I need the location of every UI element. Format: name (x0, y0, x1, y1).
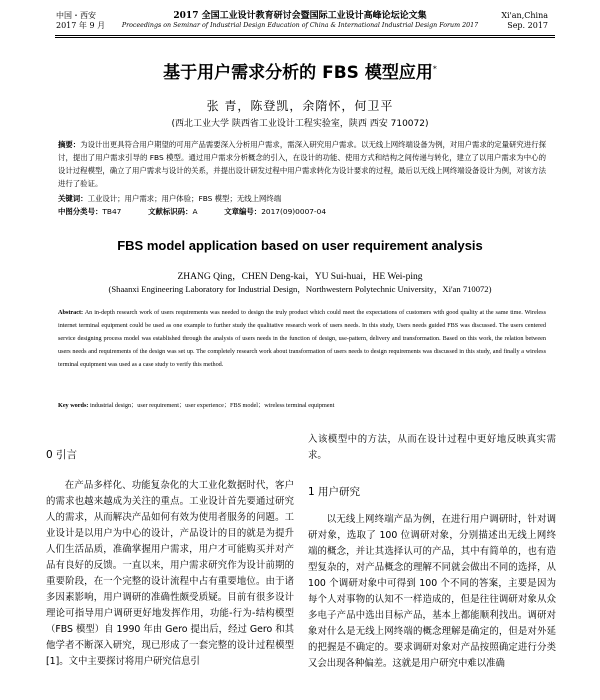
header-rule-bottom (55, 37, 555, 38)
keywords-en-text: industrial design；user requirement；user experience；FBS model；wireless terminal equipment (89, 402, 335, 409)
classification-line (58, 205, 546, 218)
paper-title-zh-text: 基于用户需求分析的 FBS 模型应用 (163, 63, 433, 83)
header-location-en: Xi'an,China (501, 11, 548, 20)
header-date-en: Sep. 2017 (507, 21, 548, 30)
section-1-body: 以无线上网终端产品为例，在进行用户调研时，针对调研对象，选取了 100 位调研对象，分别描述出无线上网终端的概念，并让其选择认可的产品，其中有简单的，也有造型复杂的，对产品概念的理解不同就会做出不同的选择，从 100 个调研对象中可得到 100 个不同的答案，主要是因为每个人对事物的认知不一样造成的，但是往往调研对象从众多电子产品中选出目标产品，基本上都能顺利找出。调研对象对什么是无线上网终端的概念理解是确定的，但是对外延的把握是不确定的。要求调研对象对产品按照确定进行分类又会出现各种偏差。这就是用户研究中难以准确 (308, 514, 556, 669)
abstract-en (58, 306, 546, 371)
keywords-en-label: Key words: (58, 402, 89, 409)
abstract-zh-text: 为设计出更具符合用户期望的可用产品需要深入分析用户需求，需深入研究用户需求。以无线上网终端设备为例，对用户需求的定量研究进行探讨，提出了用户需求引导的 FBS 模型。通过用户需求分析概念的引入，在设计的功能、使用方式和结构之间传递与转化，建立了以用户需求为中心的设计过程模型，确立了用户需求与设计的关系，并提出设计研发过程中用户需求转化为设计要求的过程，最后以无线上网终端设备设计为例，对该方法进行了验证。 (58, 140, 546, 188)
keywords-zh (58, 192, 546, 205)
authors-en: ZHANG Qing，CHEN Deng-kai，YU Sui-huai，HE Wei-ping (177, 272, 423, 282)
affiliation-en: (Shaanxi Engineering Laboratory for Industrial Design，Northwestern Polytechnic University，Xi'an 710072) (108, 284, 492, 294)
class-label: 中图分类号： (58, 207, 103, 216)
article-label: 文章编号： (224, 207, 262, 216)
header-center (110, 11, 490, 31)
article-value: 2017(09)0007-04 (261, 207, 327, 216)
doc-label: 文献标识码： (148, 207, 193, 216)
right-column-continuation: 入该模型中的方法，从而在设计过程中更好地反映真实需求。 (308, 434, 556, 461)
keywords-zh-label: 关键词： (58, 194, 88, 203)
proceedings-title-en: Proceedings on Seminar of Industrial Design Education of China & International Industrial Design Forum 2017 (121, 22, 479, 29)
header-location: 中国・西安 (56, 11, 96, 20)
abstract-zh (58, 138, 546, 190)
paper-title-zh (0, 58, 600, 83)
header-right (501, 11, 548, 31)
header-left (56, 11, 105, 31)
section-0-body: 在产品多样化、功能复杂化的大工业化数据时代，客户的需求也越来越成为关注的重点。工业设计首先要通过研究人的需求，从而解决产品如何有效为使用者服务的问题。工业设计是以用户为中心的设计，产品设计的目的就是为提升人们生活品质，准确掌握用户需求，用户才可能购买并对产品有良好的反馈。一直以来，用户需求研究作为设计前期的重要阶段，在一个完整的设计流程中占有重要地位。由于诸多因素影响，用户调研的准确性颇受质疑。目前有很多设计理论可指导用户调研更好地发挥作用，功能-行为-结构模型（FBS 模型）自 1990 年由 Gero 提出后，经过 Gero 和其他学者不断深入研究，现已形成了一套完整的设计过程模型[1]。文中主要探讨将用户研究信息引 (46, 480, 294, 667)
footnote-mark: * (432, 64, 437, 74)
doc-value: A (192, 207, 198, 216)
abstract-en-text: An in-depth research work of users requirements was needed to design the truly product which could meet the expectations of customers with good quality at the same time. Wireless internet terminal equipment could be used as one example to further study the qualitative research work of users needs. In this study, Users needs guided FBS was discussed. The users centered service designing process model was established through the analysis of users needs in the function of design, use-pattern, delivery and transformation. Based on this work, the relation between users needs and requirements of the design was set up. The completely research work about transformation of users needs to design requirements was discussed in this study, and finally a wireless terminal equipment was used as a case study to verify this method. (58, 309, 546, 368)
abstract-zh-label: 摘要： (58, 140, 81, 149)
section-1-heading: 1 用户研究 (308, 486, 361, 498)
affiliation-zh: (西北工业大学 陕西省工业设计工程实验室，陕西 西安 710072) (171, 119, 429, 129)
proceedings-title-zh: 2017 全国工业设计教育研讨会暨国际工业设计高峰论坛论文集 (173, 11, 427, 21)
authors-zh: 张 青，陈登凯，余隋怀，何卫平 (206, 99, 394, 113)
class-value: TB47 (102, 207, 122, 216)
header-rule-top (55, 35, 555, 36)
keywords-en (58, 399, 546, 412)
section-0-heading: 0 引言 (46, 449, 78, 461)
abstract-en-label: Abstract: (58, 309, 84, 316)
header-date: 2017 年 9 月 (56, 21, 106, 30)
keywords-zh-text: 工业设计；用户需求；用户体验；FBS 模型；无线上网终端 (87, 194, 282, 203)
paper-title-en: FBS model application based on user requirement analysis (117, 238, 483, 253)
